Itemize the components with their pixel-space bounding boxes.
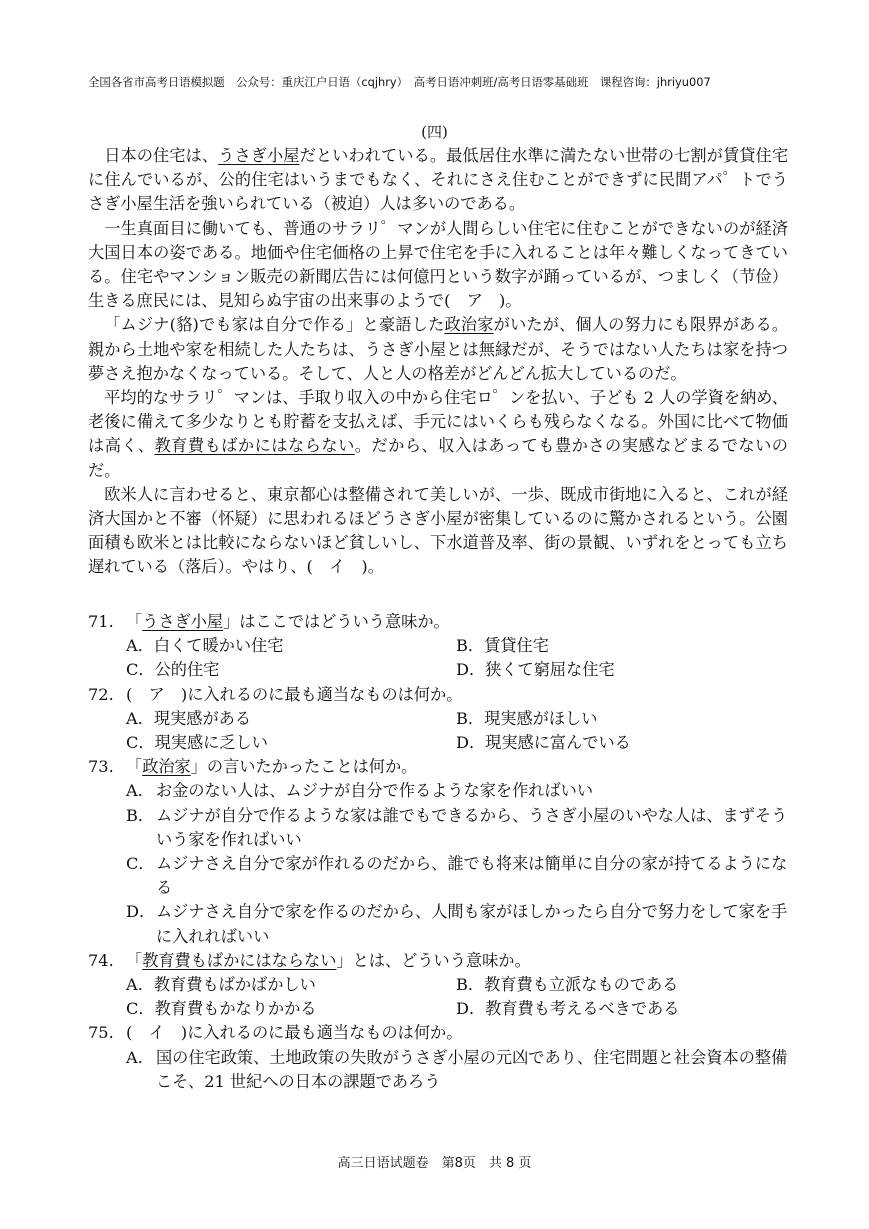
option-label: B． — [456, 636, 485, 656]
stem-pre: 「 — [126, 757, 143, 777]
option-label: D． — [456, 660, 486, 680]
option-a[interactable] — [126, 973, 456, 997]
question-73 — [88, 755, 788, 949]
option-c[interactable] — [88, 852, 788, 900]
option-grid — [88, 634, 788, 682]
question-stem — [88, 1021, 788, 1045]
question-stem — [88, 683, 788, 707]
option-label: C． — [126, 660, 155, 680]
question-stem — [88, 949, 788, 973]
option-c[interactable] — [126, 997, 456, 1021]
paragraph-5: 欧米人に言わせると、東京都心は整備されて美しいが、一歩、既成市街地に入ると、これが経済大国かと不審（怀疑）に思われるほどうさぎ小屋が密集しているのに驚かされるという。公園面積も欧米とは比較にならないほど貧しいし、下水道普及率、街の景観、いずれをとっても立ち遅れている（落后）。やはり、( イ )。 — [88, 484, 788, 577]
option-a[interactable] — [126, 707, 456, 731]
option-text: お金のない人は、ムジナが自分で作るような家を作ればいい — [156, 781, 594, 801]
option-text: 現実感がある — [153, 708, 252, 728]
question-number: 74. — [88, 950, 114, 970]
stem-post: 」とは、どういう意味か。 — [336, 950, 531, 970]
option-label: A． — [126, 1047, 154, 1067]
option-label: A． — [126, 975, 154, 995]
option-text: 教育費もばかばかしい — [153, 975, 316, 995]
option-label: D． — [126, 902, 156, 922]
option-text: 国の住宅政策、土地政策の失敗がうさぎ小屋の元凶であり、住宅問題と社会資本の整備こそ、21 世紀への日本の課題であろう — [156, 1047, 788, 1091]
question-stem — [88, 755, 788, 779]
paragraph-3-text-a: 「ムジナ(貉)でも家は自分で作る」と豪語した — [104, 315, 445, 335]
question-text: ( イ )に入れるのに最も適当なものは何か。 — [126, 1023, 463, 1043]
underlined-phrase-usagi-goya: うさぎ小屋 — [218, 146, 300, 165]
question-stem — [88, 610, 788, 634]
question-text — [126, 610, 450, 634]
question-number: 71. — [88, 612, 114, 631]
option-label: D． — [456, 733, 486, 753]
option-text: 賃貸住宅 — [484, 636, 549, 656]
question-number: 75. — [88, 1023, 114, 1043]
option-label: C． — [126, 999, 155, 1019]
paragraph-2: 一生真面目に働いても、普通のサラリ゜マンが人間らしい住宅に住むことができないのが経済大国日本の姿である。地価や住宅価格の上昇で住宅を手に入れることは年々難しくなってきている。住宅やマンション販売の新聞広告には何億円という数字が踊っているが、つましく（节俭）生きる庶民には、見知らぬ宇宙の出来事のようで( ア )。 — [88, 218, 788, 311]
option-c[interactable] — [126, 731, 456, 755]
paragraph-4 — [88, 386, 788, 483]
option-label: A． — [126, 636, 154, 656]
paragraph-4-text-a: 平均的なサラリ゜マンは、手取り収入の中から住宅ロ゜ンを払い、子ども 2 人の学資を納め、老後に備えて多少なりとも貯蓄を支払えば、手元にはいくらも残らなくなる。外国に比べて物価は高く、 — [88, 388, 788, 456]
stem-pre: 「 — [126, 612, 143, 631]
paragraph-3 — [88, 313, 788, 386]
option-b[interactable] — [88, 804, 788, 852]
option-label: A． — [126, 708, 154, 728]
option-text: 白くて暖かい住宅 — [153, 636, 284, 656]
option-b[interactable] — [456, 634, 786, 658]
option-b[interactable] — [456, 973, 786, 997]
stem-underlined: うさぎ小屋 — [142, 612, 224, 631]
option-a[interactable] — [88, 1046, 788, 1094]
option-text: 現実感に富んでいる — [485, 733, 631, 753]
option-text: ムジナさえ自分で家を作るのだから、人間も家がほしかったら自分で努力をして家を手に入れればいい — [156, 902, 788, 946]
option-label: D． — [456, 999, 486, 1019]
question-75 — [88, 1021, 788, 1094]
option-a[interactable] — [88, 779, 788, 803]
question-number: 73. — [88, 757, 114, 777]
reading-passage — [88, 144, 788, 580]
option-text: 狭くて窮屈な住宅 — [485, 660, 615, 680]
option-text: 現実感に乏しい — [154, 733, 268, 753]
option-label: A． — [126, 781, 154, 801]
option-label: B． — [456, 708, 485, 728]
option-label: B． — [456, 975, 485, 995]
page-header: 全国各省市高考日语模拟题 公众号：重庆江户日语（cqjhry） 高考日语冲刺班/高考日语零基础班 课程咨询：jhriyu007 — [88, 75, 711, 89]
option-text: ムジナが自分で作るような家は誰でもできるから、うさぎ小屋のいやな人は、まずそういう家を作ればいい — [156, 805, 788, 849]
question-text — [126, 755, 417, 779]
option-text: 公的住宅 — [154, 660, 220, 680]
option-text: 現実感がほしい — [484, 708, 598, 728]
option-label: B． — [126, 805, 155, 825]
stem-pre: 「 — [126, 950, 143, 970]
option-text: ムジナさえ自分で家が作れるのだから、誰でも将来は簡単に自分の家が持てるようになる — [156, 854, 788, 898]
stem-underlined: 教育費もばかにはならない — [142, 950, 337, 970]
paragraph-1-text-b: だといわれている。最低居住水準に満たない世帯の七割が賃貸住宅に住んでいるが、公的住宅はいうまでもなく、それにさえ住むことができずに民間アパ゜トでうさぎ小屋生活を強いられている（被迫）人は多いのである。 — [88, 146, 789, 214]
page-footer: 高三日语试题卷 第8页 共 8 页 — [337, 1156, 532, 1171]
question-list — [88, 610, 788, 1094]
option-b[interactable] — [456, 707, 786, 731]
stem-underlined: 政治家 — [142, 757, 191, 777]
paragraph-4-text-b: 。だから、収入はあっても豊かさの実感などまるでないのだ。 — [88, 436, 788, 480]
stem-post: 」はここではどういう意味か。 — [223, 612, 450, 631]
stem-post: 」の言いたかったことは何か。 — [190, 757, 418, 777]
section-title: (四) — [421, 123, 448, 141]
option-d[interactable] — [456, 997, 786, 1021]
underlined-phrase-seijika: 政治家 — [444, 315, 494, 335]
option-d[interactable] — [456, 731, 786, 755]
paragraph-3-text-b: がいたが、個人の努力にも限界がある。親から土地や家を相続した人たちは、うさぎ小屋とは無縁だが、そうではない人たちは家を持つ夢さえ抱かなくなっている。そして、人と人の格差がどんどん拡大しているのだ。 — [88, 315, 789, 383]
option-text: 教育費も考えるべきである — [485, 999, 680, 1019]
question-text — [126, 949, 531, 973]
option-c[interactable] — [126, 658, 456, 682]
option-a[interactable] — [126, 634, 456, 658]
option-d[interactable] — [456, 658, 786, 682]
option-label: C． — [126, 733, 155, 753]
question-74 — [88, 949, 788, 1022]
paragraph-1 — [88, 144, 788, 217]
question-text: ( ア )に入れるのに最も適当なものは何か。 — [126, 684, 463, 704]
paragraph-1-text-a: 日本の住宅は、 — [104, 146, 219, 165]
option-label: C． — [126, 854, 155, 874]
option-d[interactable] — [88, 900, 788, 948]
option-text: 教育費もかなりかかる — [154, 999, 317, 1019]
question-72 — [88, 683, 788, 756]
option-grid — [88, 707, 788, 755]
question-number: 72. — [88, 684, 114, 704]
question-71 — [88, 610, 788, 683]
option-grid — [88, 973, 788, 1021]
underlined-phrase-kyouikuhi: 教育費もばかにはならない — [154, 436, 355, 456]
option-text: 教育費も立派なものである — [484, 975, 679, 995]
